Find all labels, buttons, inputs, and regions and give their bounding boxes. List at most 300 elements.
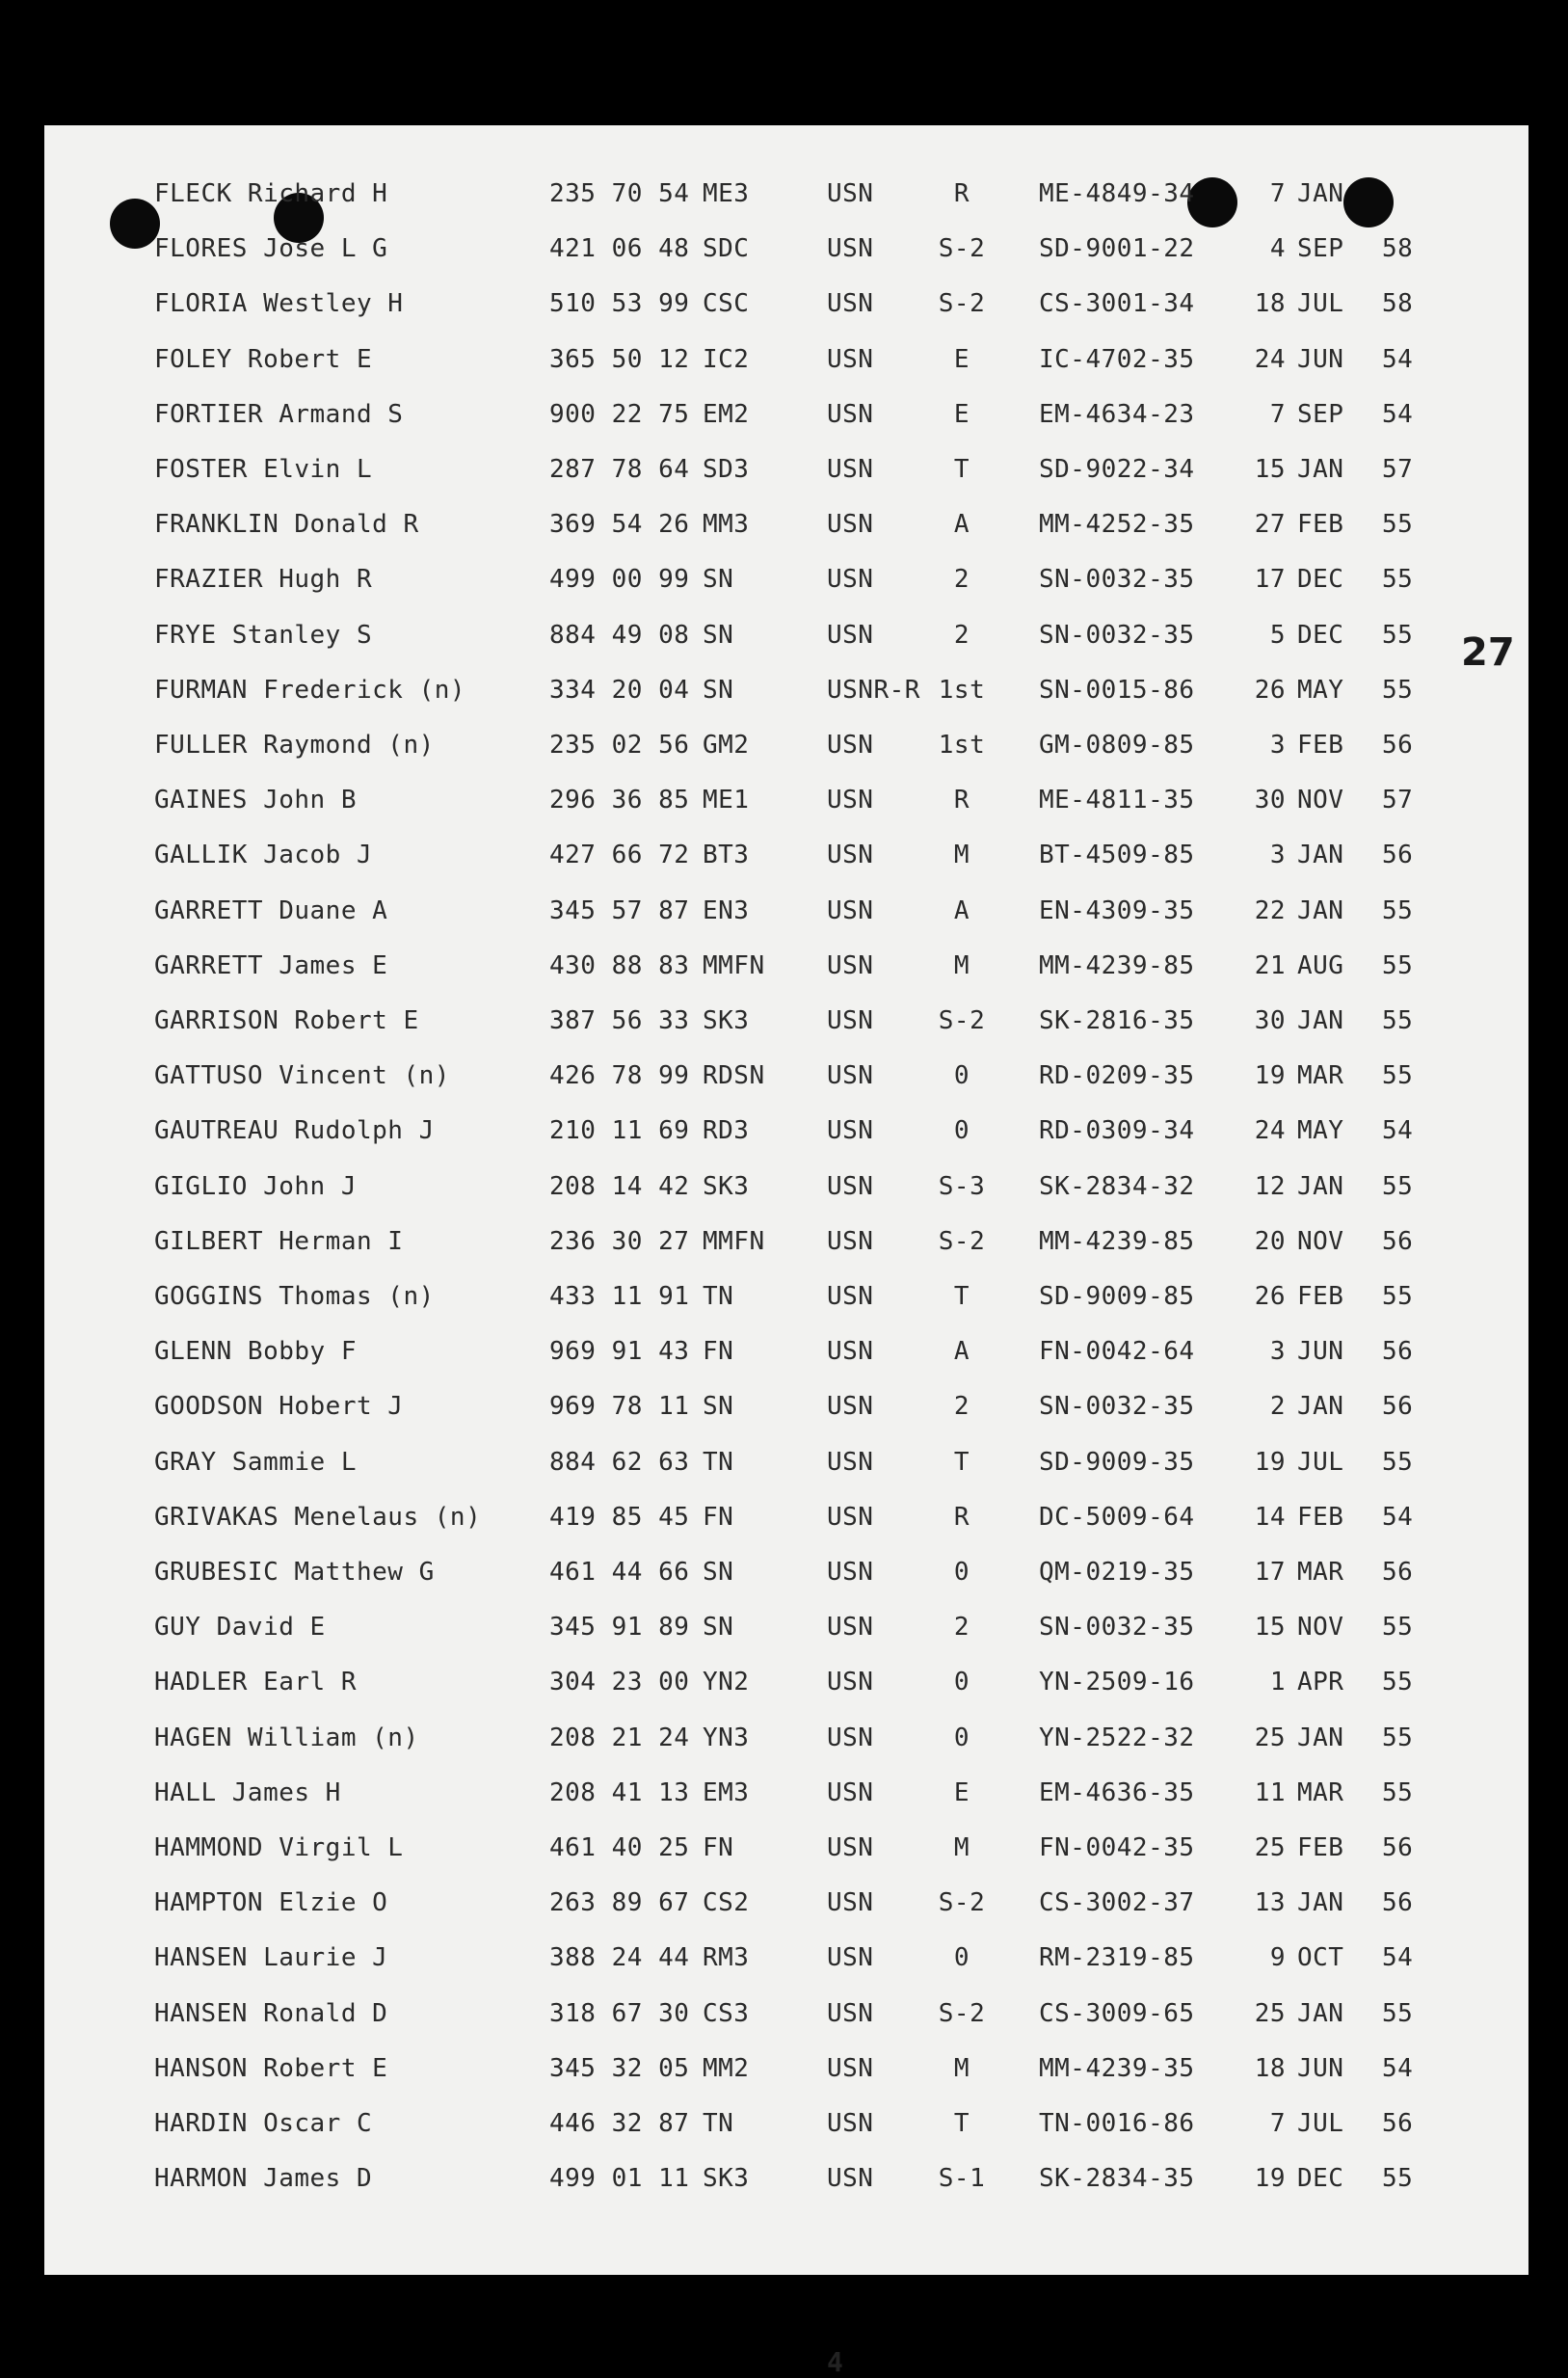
status-cell: 1st (938, 731, 986, 760)
day-cell: 25 (1254, 1723, 1286, 1752)
status-cell: A (953, 1337, 970, 1367)
roster-row (44, 1172, 1528, 1211)
status-cell: E (953, 344, 970, 374)
name-cell: GAINES John B (154, 786, 357, 815)
day-cell: 24 (1254, 344, 1286, 374)
component-cell: USNR-R (827, 675, 920, 705)
rate-cell: TN (703, 1282, 734, 1311)
component-cell: USN (827, 1833, 874, 1862)
month-cell: JAN (1297, 895, 1344, 925)
rate-cell: TN (703, 1447, 734, 1477)
month-cell: OCT (1297, 1943, 1344, 1973)
year-cell: 55 (1382, 675, 1414, 705)
roster-row (44, 1006, 1528, 1045)
component-cell: USN (827, 950, 874, 980)
year-cell: 55 (1382, 1998, 1414, 2028)
service-number-cell: 426 78 99 (549, 1061, 690, 1091)
month-cell: JUN (1297, 344, 1344, 374)
service-number-cell: 461 40 25 (549, 1833, 690, 1862)
service-number-cell: 365 50 12 (549, 344, 690, 374)
roster-row (44, 1613, 1528, 1651)
name-cell: GOGGINS Thomas (n) (154, 1282, 435, 1311)
roster-row (44, 289, 1528, 328)
component-cell: USN (827, 786, 874, 815)
rate-cell: ME1 (703, 786, 750, 815)
roster-row (44, 400, 1528, 439)
name-cell: FRYE Stanley S (154, 620, 373, 650)
code-cell: SK-2834-35 (1039, 2164, 1195, 2194)
status-cell: T (953, 1282, 970, 1311)
status-cell: 2 (953, 565, 970, 595)
status-cell: 0 (953, 1061, 970, 1091)
component-cell: USN (827, 841, 874, 870)
day-cell: 13 (1254, 1888, 1286, 1918)
service-number-cell: 235 70 54 (549, 179, 690, 208)
month-cell: JAN (1297, 1171, 1344, 1201)
component-cell: USN (827, 2109, 874, 2138)
service-number-cell: 287 78 64 (549, 455, 690, 484)
roster-row (44, 1448, 1528, 1486)
code-cell: TN-0016-86 (1039, 2109, 1195, 2138)
name-cell: GATTUSO Vincent (n) (154, 1061, 450, 1091)
rate-cell: SN (703, 1558, 734, 1587)
code-cell: MM-4239-35 (1039, 2053, 1195, 2083)
code-cell: YN-2522-32 (1039, 1723, 1195, 1752)
component-cell: USN (827, 1777, 874, 1807)
code-cell: FN-0042-64 (1039, 1337, 1195, 1367)
name-cell: FRAZIER Hugh R (154, 565, 373, 595)
code-cell: RD-0309-34 (1039, 1116, 1195, 1146)
name-cell: HAMPTON Elzie O (154, 1888, 388, 1918)
year-cell: 54 (1382, 399, 1414, 429)
code-cell: SN-0032-35 (1039, 1392, 1195, 1422)
status-cell: S-2 (938, 1006, 986, 1035)
month-cell: JUN (1297, 2053, 1344, 2083)
service-number-cell: 208 21 24 (549, 1723, 690, 1752)
status-cell: S-2 (938, 289, 986, 319)
service-number-cell: 318 67 30 (549, 1998, 690, 2028)
day-cell: 30 (1254, 1006, 1286, 1035)
roster-row (44, 345, 1528, 384)
month-cell: NOV (1297, 1613, 1344, 1643)
day-cell: 7 (1269, 2109, 1286, 2138)
service-number-cell: 419 85 45 (549, 1502, 690, 1532)
status-cell: R (953, 1502, 970, 1532)
component-cell: USN (827, 1226, 874, 1256)
day-cell: 24 (1254, 1116, 1286, 1146)
day-cell: 27 (1254, 510, 1286, 540)
roster-row (44, 1723, 1528, 1762)
rate-cell: BT3 (703, 841, 750, 870)
service-number-cell: 208 41 13 (549, 1777, 690, 1807)
service-number-cell: 499 01 11 (549, 2164, 690, 2194)
code-cell: CS-3002-37 (1039, 1888, 1195, 1918)
roster-row (44, 1392, 1528, 1430)
component-cell: USN (827, 2164, 874, 2194)
year-cell: 55 (1382, 1447, 1414, 1477)
name-cell: GUY David E (154, 1613, 326, 1643)
code-cell: ME-4811-35 (1039, 786, 1195, 815)
status-cell: 0 (953, 1558, 970, 1587)
code-cell: CS-3009-65 (1039, 1998, 1195, 2028)
roster-row (44, 731, 1528, 769)
name-cell: GRUBESIC Matthew G (154, 1558, 435, 1587)
status-cell: S-2 (938, 1226, 986, 1256)
rate-cell: CS3 (703, 1998, 750, 2028)
year-cell: 55 (1382, 950, 1414, 980)
component-cell: USN (827, 565, 874, 595)
month-cell: JUL (1297, 1447, 1344, 1477)
month-cell: JUL (1297, 2109, 1344, 2138)
year-cell: 57 (1382, 786, 1414, 815)
service-number-cell: 884 49 08 (549, 620, 690, 650)
code-cell: EM-4634-23 (1039, 399, 1195, 429)
year-cell: 55 (1382, 1613, 1414, 1643)
day-cell: 19 (1254, 1447, 1286, 1477)
year-cell: 54 (1382, 344, 1414, 374)
status-cell: 1st (938, 675, 986, 705)
day-cell: 21 (1254, 950, 1286, 980)
rate-cell: SD3 (703, 455, 750, 484)
code-cell: MM-4239-85 (1039, 950, 1195, 980)
month-cell: FEB (1297, 731, 1344, 760)
name-cell: FOSTER Elvin L (154, 455, 373, 484)
roster-row (44, 676, 1528, 714)
component-cell: USN (827, 1558, 874, 1587)
year-cell: 56 (1382, 1558, 1414, 1587)
service-number-cell: 461 44 66 (549, 1558, 690, 1587)
rate-cell: EN3 (703, 895, 750, 925)
name-cell: HAGEN William (n) (154, 1723, 419, 1752)
year-cell: 58 (1382, 234, 1414, 264)
rate-cell: SK3 (703, 1006, 750, 1035)
roster-row (44, 1116, 1528, 1155)
year-cell: 55 (1382, 1061, 1414, 1091)
component-cell: USN (827, 1337, 874, 1367)
service-number-cell: 345 57 87 (549, 895, 690, 925)
name-cell: HADLER Earl R (154, 1668, 357, 1697)
year-cell: 55 (1382, 510, 1414, 540)
service-number-cell: 235 02 56 (549, 731, 690, 760)
service-number-cell: 387 56 33 (549, 1006, 690, 1035)
status-cell: T (953, 2109, 970, 2138)
name-cell: GRIVAKAS Menelaus (n) (154, 1502, 482, 1532)
code-cell: SK-2834-32 (1039, 1171, 1195, 1201)
year-cell: 56 (1382, 1833, 1414, 1862)
month-cell: AUG (1297, 950, 1344, 980)
component-cell: USN (827, 179, 874, 208)
roster-row (44, 786, 1528, 824)
day-cell: 15 (1254, 455, 1286, 484)
roster-row (44, 1668, 1528, 1706)
year-cell: 55 (1382, 1668, 1414, 1697)
component-cell: USN (827, 1668, 874, 1697)
roster-row (44, 621, 1528, 659)
rate-cell: EM3 (703, 1777, 750, 1807)
status-cell: S-2 (938, 234, 986, 264)
status-cell: 2 (953, 1392, 970, 1422)
name-cell: HALL James H (154, 1777, 341, 1807)
day-cell: 25 (1254, 1833, 1286, 1862)
year-cell: 56 (1382, 841, 1414, 870)
month-cell: JAN (1297, 1392, 1344, 1422)
code-cell: RM-2319-85 (1039, 1943, 1195, 1973)
roster-row (44, 565, 1528, 603)
rate-cell: MMFN (703, 950, 765, 980)
code-cell: YN-2509-16 (1039, 1668, 1195, 1697)
name-cell: GOODSON Hobert J (154, 1392, 404, 1422)
month-cell: FEB (1297, 1833, 1344, 1862)
rate-cell: ME3 (703, 179, 750, 208)
service-number-cell: 499 00 99 (549, 565, 690, 595)
code-cell: SN-0032-35 (1039, 565, 1195, 595)
day-cell: 1 (1269, 1668, 1286, 1697)
code-cell: SD-9009-35 (1039, 1447, 1195, 1477)
month-cell: SEP (1297, 399, 1344, 429)
year-cell: 56 (1382, 1888, 1414, 1918)
rate-cell: MMFN (703, 1226, 765, 1256)
day-cell: 5 (1269, 620, 1286, 650)
day-cell: 7 (1269, 179, 1286, 208)
day-cell: 18 (1254, 2053, 1286, 2083)
name-cell: HARDIN Oscar C (154, 2109, 373, 2138)
month-cell: DEC (1297, 620, 1344, 650)
rate-cell: SN (703, 1392, 734, 1422)
rate-cell: IC2 (703, 344, 750, 374)
rate-cell: CS2 (703, 1888, 750, 1918)
code-cell: SD-9009-85 (1039, 1282, 1195, 1311)
status-cell: T (953, 455, 970, 484)
rate-cell: MM2 (703, 2053, 750, 2083)
status-cell: S-1 (938, 2164, 986, 2194)
name-cell: FLORES Jose L G (154, 234, 388, 264)
day-cell: 22 (1254, 895, 1286, 925)
rate-cell: YN2 (703, 1668, 750, 1697)
component-cell: USN (827, 1998, 874, 2028)
code-cell: IC-4702-35 (1039, 344, 1195, 374)
month-cell: SEP (1297, 234, 1344, 264)
roster-row (44, 1558, 1528, 1596)
component-cell: USN (827, 1447, 874, 1477)
service-number-cell: 433 11 91 (549, 1282, 690, 1311)
rate-cell: RDSN (703, 1061, 765, 1091)
year-cell: 54 (1382, 1943, 1414, 1973)
month-cell: APR (1297, 1668, 1344, 1697)
month-cell: FEB (1297, 1502, 1344, 1532)
rate-cell: FN (703, 1833, 734, 1862)
code-cell: CS-3001-34 (1039, 289, 1195, 319)
service-number-cell: 510 53 99 (549, 289, 690, 319)
service-number-cell: 369 54 26 (549, 510, 690, 540)
month-cell: JAN (1297, 1723, 1344, 1752)
roster-row (44, 1337, 1528, 1376)
service-number-cell: 345 32 05 (549, 2053, 690, 2083)
service-number-cell: 421 06 48 (549, 234, 690, 264)
component-cell: USN (827, 1943, 874, 1973)
year-cell: 55 (1382, 1723, 1414, 1752)
roster-row (44, 1503, 1528, 1541)
month-cell: MAR (1297, 1061, 1344, 1091)
month-cell: FEB (1297, 510, 1344, 540)
year-cell: 56 (1382, 2109, 1414, 2138)
name-cell: HARMON James D (154, 2164, 373, 2194)
code-cell: SN-0032-35 (1039, 1613, 1195, 1643)
roster-row (44, 1943, 1528, 1982)
day-cell: 12 (1254, 1171, 1286, 1201)
service-number-cell: 388 24 44 (549, 1943, 690, 1973)
name-cell: FULLER Raymond (n) (154, 731, 435, 760)
component-cell: USN (827, 234, 874, 264)
roster-row (44, 179, 1528, 218)
service-number-cell: 969 78 11 (549, 1392, 690, 1422)
rate-cell: YN3 (703, 1723, 750, 1752)
day-cell: 20 (1254, 1226, 1286, 1256)
day-cell: 17 (1254, 565, 1286, 595)
name-cell: FURMAN Frederick (n) (154, 675, 466, 705)
name-cell: FORTIER Armand S (154, 399, 404, 429)
status-cell: M (953, 2053, 970, 2083)
rate-cell: SN (703, 675, 734, 705)
roster-row (44, 1227, 1528, 1266)
component-cell: USN (827, 1006, 874, 1035)
component-cell: USN (827, 1282, 874, 1311)
component-cell: USN (827, 289, 874, 319)
rate-cell: SK3 (703, 2164, 750, 2194)
service-number-cell: 884 62 63 (549, 1447, 690, 1477)
month-cell: JUN (1297, 1337, 1344, 1367)
status-cell: 0 (953, 1116, 970, 1146)
service-number-cell: 969 91 43 (549, 1337, 690, 1367)
code-cell: SD-9001-22 (1039, 234, 1195, 264)
code-cell: MM-4252-35 (1039, 510, 1195, 540)
day-cell: 17 (1254, 1558, 1286, 1587)
component-cell: USN (827, 1888, 874, 1918)
day-cell: 11 (1254, 1777, 1286, 1807)
service-number-cell: 427 66 72 (549, 841, 690, 870)
name-cell: FLORIA Westley H (154, 289, 404, 319)
day-cell: 18 (1254, 289, 1286, 319)
rate-cell: GM2 (703, 731, 750, 760)
component-cell: USN (827, 1613, 874, 1643)
status-cell: 0 (953, 1723, 970, 1752)
roster-row (44, 1061, 1528, 1100)
roster-row (44, 1833, 1528, 1872)
service-number-cell: 236 30 27 (549, 1226, 690, 1256)
service-number-cell: 210 11 69 (549, 1116, 690, 1146)
year-cell: 55 (1382, 895, 1414, 925)
name-cell: GILBERT Herman I (154, 1226, 404, 1256)
name-cell: GAUTREAU Rudolph J (154, 1116, 435, 1146)
code-cell: QM-0219-35 (1039, 1558, 1195, 1587)
component-cell: USN (827, 1502, 874, 1532)
month-cell: DEC (1297, 2164, 1344, 2194)
name-cell: HAMMOND Virgil L (154, 1833, 404, 1862)
year-cell: 58 (1382, 289, 1414, 319)
rate-cell: MM3 (703, 510, 750, 540)
code-cell: ME-4849-34 (1039, 179, 1195, 208)
rate-cell: TN (703, 2109, 734, 2138)
status-cell: M (953, 950, 970, 980)
roster-row (44, 1999, 1528, 2038)
day-cell: 3 (1269, 1337, 1286, 1367)
status-cell: E (953, 399, 970, 429)
document-page (44, 125, 1528, 2378)
code-cell: GM-0809-85 (1039, 731, 1195, 760)
status-cell: 2 (953, 620, 970, 650)
service-number-cell: 345 91 89 (549, 1613, 690, 1643)
month-cell: NOV (1297, 786, 1344, 815)
page-number: 4 (827, 2346, 843, 2378)
component-cell: USN (827, 510, 874, 540)
year-cell: 55 (1382, 565, 1414, 595)
status-cell: M (953, 1833, 970, 1862)
rate-cell: FN (703, 1337, 734, 1367)
status-cell: 0 (953, 1668, 970, 1697)
day-cell: 3 (1269, 841, 1286, 870)
roster-row (44, 896, 1528, 935)
name-cell: GARRETT Duane A (154, 895, 388, 925)
status-cell: S-3 (938, 1171, 986, 1201)
day-cell: 4 (1269, 234, 1286, 264)
day-cell: 30 (1254, 786, 1286, 815)
component-cell: USN (827, 2053, 874, 2083)
name-cell: FRANKLIN Donald R (154, 510, 419, 540)
code-cell: RD-0209-35 (1039, 1061, 1195, 1091)
year-cell: 56 (1382, 1392, 1414, 1422)
service-number-cell: 430 88 83 (549, 950, 690, 980)
year-cell: 54 (1382, 2053, 1414, 2083)
month-cell: MAR (1297, 1558, 1344, 1587)
month-cell: JUL (1297, 289, 1344, 319)
component-cell: USN (827, 1116, 874, 1146)
year-cell: 55 (1382, 2164, 1414, 2194)
status-cell: E (953, 1777, 970, 1807)
component-cell: USN (827, 620, 874, 650)
status-cell: A (953, 510, 970, 540)
component-cell: USN (827, 895, 874, 925)
code-cell: EM-4636-35 (1039, 1777, 1195, 1807)
code-cell: DC-5009-64 (1039, 1502, 1195, 1532)
component-cell: USN (827, 399, 874, 429)
roster-row (44, 841, 1528, 879)
component-cell: USN (827, 1723, 874, 1752)
month-cell: JAN (1297, 841, 1344, 870)
service-number-cell: 263 89 67 (549, 1888, 690, 1918)
rate-cell: RM3 (703, 1943, 750, 1973)
roster-row (44, 2054, 1528, 2093)
roster-row (44, 1888, 1528, 1927)
name-cell: GRAY Sammie L (154, 1447, 357, 1477)
year-cell: 55 (1382, 1171, 1414, 1201)
service-number-cell: 304 23 00 (549, 1668, 690, 1697)
component-cell: USN (827, 1392, 874, 1422)
name-cell: GIGLIO John J (154, 1171, 357, 1201)
month-cell: JAN (1297, 179, 1344, 208)
day-cell: 3 (1269, 731, 1286, 760)
month-cell: DEC (1297, 565, 1344, 595)
code-cell: SN-0015-86 (1039, 675, 1195, 705)
rate-cell: SN (703, 565, 734, 595)
day-cell: 2 (1269, 1392, 1286, 1422)
rate-cell: SDC (703, 234, 750, 264)
component-cell: USN (827, 1061, 874, 1091)
status-cell: M (953, 841, 970, 870)
rate-cell: SN (703, 620, 734, 650)
code-cell: EN-4309-35 (1039, 895, 1195, 925)
month-cell: FEB (1297, 1282, 1344, 1311)
service-number-cell: 296 36 85 (549, 786, 690, 815)
day-cell: 26 (1254, 1282, 1286, 1311)
